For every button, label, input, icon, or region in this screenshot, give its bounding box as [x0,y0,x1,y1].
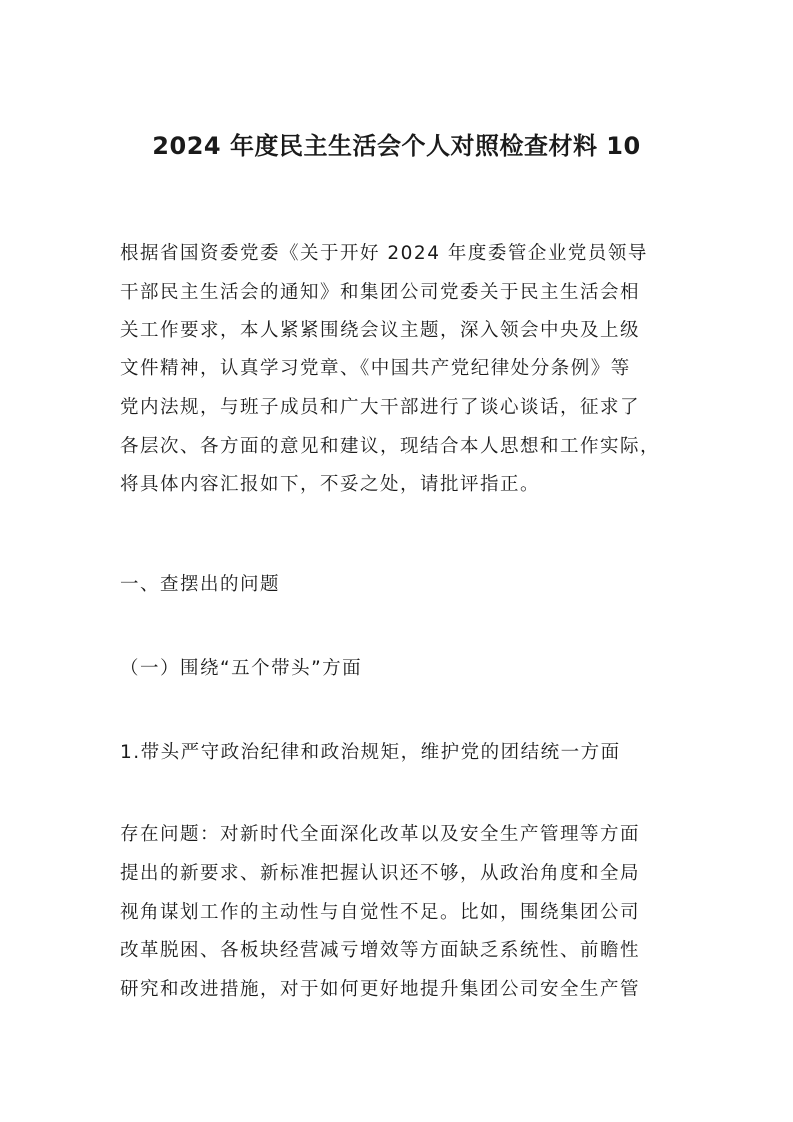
paragraph-line: 将具体内容汇报如下，不妥之处，请批评指正。 [120,474,541,495]
document-title: 2024 年度民主生活会个人对照检查材料 10 [152,132,641,160]
paragraph-line: 各层次、各方面的意见和建议，现结合本人思想和工作实际， [120,436,661,457]
paragraph-line: 关工作要求，本人紧紧围绕会议主题，深入领会中央及上级 [120,320,641,341]
paragraph-line: 改革脱困、各板块经营减亏增效等方面缺乏系统性、前瞻性 [120,940,641,961]
section-heading: 一、查摆出的问题 [120,574,281,595]
paragraph-line: 提出的新要求、新标准把握认识还不够，从政治角度和全局 [120,863,641,884]
paragraph-line: 存在问题：对新时代全面深化改革以及安全生产管理等方面 [120,824,641,845]
paragraph-line: 文件精神，认真学习党章、《中国共产党纪律处分条例》等 [120,358,631,379]
paragraph-line: 干部民主生活会的通知》和集团公司党委关于民主生活会相 [120,282,641,303]
paragraph-line: 根据省国资委党委《关于开好 2024 年度委管企业党员领导 [120,243,648,264]
paragraph-line: 党内法规，与班子成员和广大干部进行了谈心谈话，征求了 [120,397,641,418]
paragraph-line: 视角谋划工作的主动性与自觉性不足。比如，围绕集团公司 [120,902,641,923]
item-heading: 1.带头严守政治纪律和政治规矩，维护党的团结统一方面 [120,742,621,763]
paragraph-line: 研究和改进措施，对于如何更好地提升集团公司安全生产管 [120,979,641,1000]
subsection-heading: （一）围绕“五个带头”方面 [120,658,363,679]
